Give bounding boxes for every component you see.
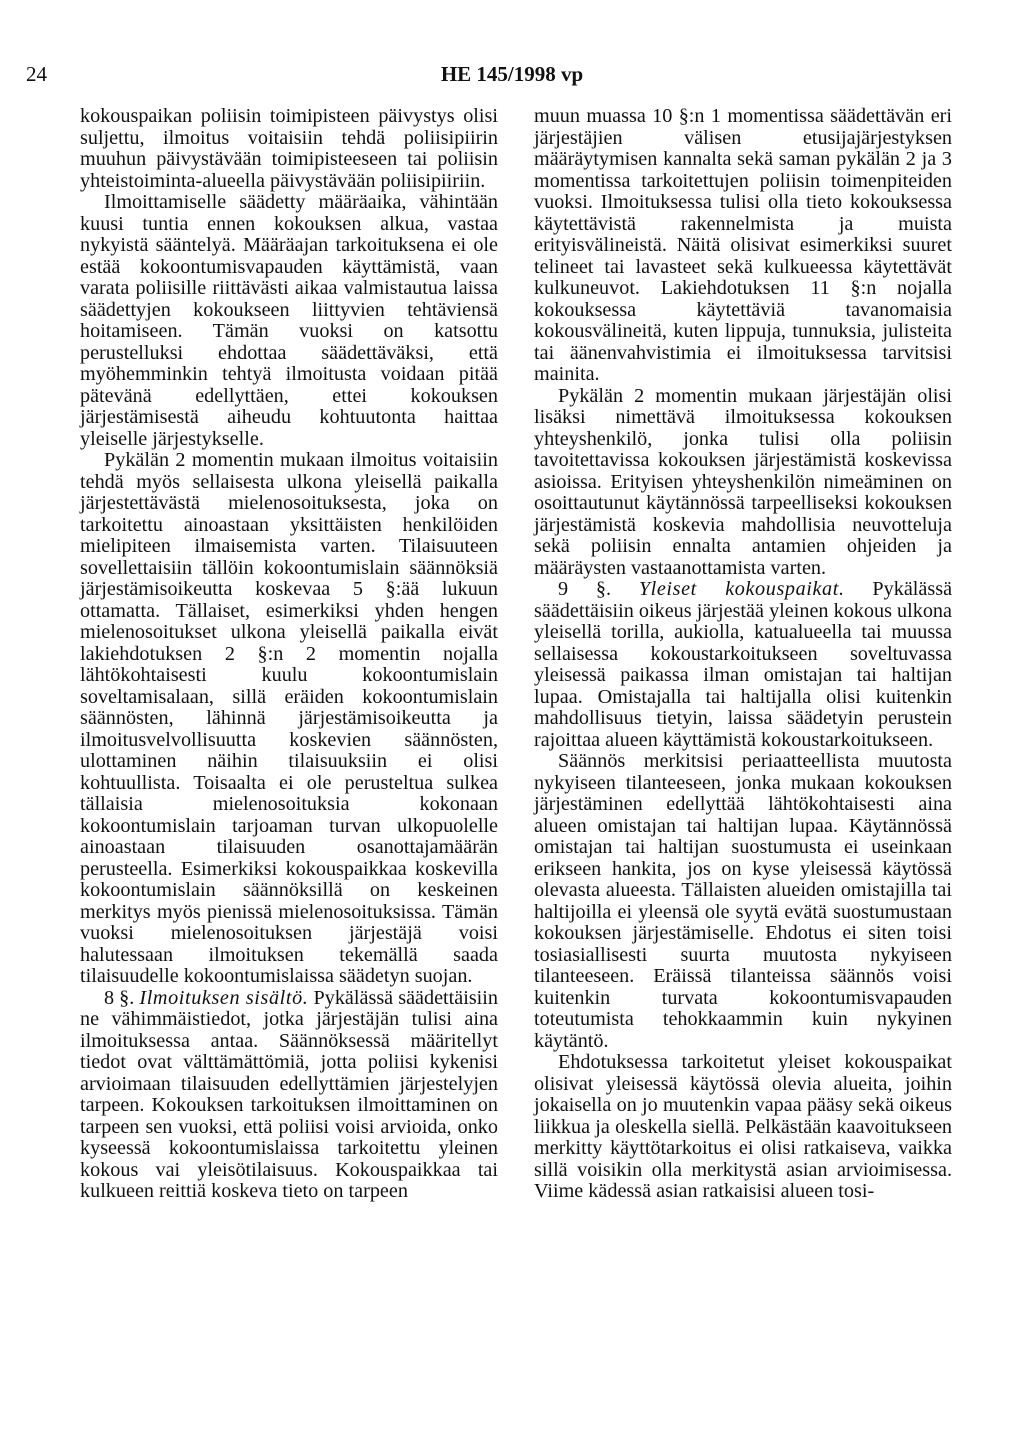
section-number: 8 §. [104, 986, 135, 1009]
page-number: 24 [26, 62, 47, 86]
paragraph-contact-person: Pykälän 2 momentin mukaan järjestäjän olisi lisäksi nimettävä ilmoituksessa kokouksen yhteyshenkilö, jonka tulisi olla poliisin tavoitettavissa kokouksen järjestämistä koskevissa asioissa. Erityisen yhteyshenkilön nimeäminen on osoittautunut käytännössä tarpeelliseksi kokouksen järjestämistä koskevia mahdollisia neuvotteluja sekä poliisin ennalta antamien ohjeiden ja määräysten vastaanottamista varten. [534, 384, 952, 579]
section-body: Pykälässä säädettäisiin ne vähimmäistiedot, jotka järjestäjän tulisi aina ilmoituksessa antaa. Säännöksessä määritellyt tiedot ovat välttämättömiä, jotta poliisi kykenisi arvioimaan tilaisuuden edellyttämien järjestelyjen tarpeen. Kokouksen tarkoituksen ilmoittaminen on tarpeen sen vuoksi, että poliisi voisi arvioida, onko kyseessä kokoontumislaissa tarkoitettu yleinen kokous vai yleisötilaisuus. Kokouspaikkaa tai kulkueen reittiä koskeva tieto on tarpeen [80, 986, 498, 1202]
paragraph-continued: muun muassa 10 §:n 1 momentissa säädettävän eri järjestäjien välisen etusijajärjestyksen määräytymisen kannalta sekä saman pykälän 2 ja 3 momentissa tarkoitettujen poliisin toimenpiteiden vuoksi. Ilmoituksessa tulisi olla tieto kokouksessa käytettävistä rakennelmista ja muista erityisvälineistä. Näitä olisivat esimerkiksi suuret telineet tai lavasteet sekä kulkueessa käytettävät kulkuneuvot. Lakiehdotuksen 11 §:n nojalla kokouksessa käytettäviä tavanomaisia kokousvälineitä, kuten lippuja, tunnuksia, julisteita tai äänenvahvistimia ei ilmoituksessa tarvitsisi mainita. [534, 105, 952, 385]
section-heading: Ilmoituksen sisältö. [139, 986, 309, 1009]
paragraph-principle-change: Säännös merkitsisi periaatteellista muutosta nykyiseen tilanteeseen, jonka mukaan kokouksen järjestäminen edellyttää lähtökohtaisesti aina alueen omistajan tai haltijan lupaa. Käytännössä omistajan tai haltijan suostumusta ei useinkaan erikseen hankita, jos on kyse yleisessä käytössä olevasta alueesta. Tällaisten alueiden omistajilla tai haltijoilla ei yleensä ole syytä evätä suostumustaan kokouksen järjestämiselle. Ehdotus ei siten toisi tosiasiallisesti suurta muutosta nykyiseen tilanteeseen. Eräissä tilanteissa säännös voisi kuitenkin turvata kokoontumisvapauden toteutumista tehokkaammin kuin nykyinen käytäntö. [534, 750, 952, 1052]
paragraph-notification-deadline: Ilmoittamiselle säädetty määräaika, vähintään kuusi tuntia ennen kokouksen alkua, vastaa nykyistä sääntelyä. Määräajan tarkoituksena ei ole estää kokoontumisvapauden käyttämistä, vaan varata poliisille riittävästi aikaa valmistautua laissa säädettyjen kokoukseen liittyvien tehtäviensä hoitamiseen. Tämän vuoksi on katsottu perustelluksi ehdottaa säädettäväksi, että myöhemminkin tehtyä ilmoitusta voidaan pitää pätevänä edellyttäen, ettei kokouksen järjestämisestä aiheudu kohtuutonta haittaa yleiselle järjestykselle. [80, 191, 498, 450]
paragraph-single-person-demonstrations: Pykälän 2 momentin mukaan ilmoitus voitaisiin tehdä myös sellaisesta ulkona yleisellä paikalla järjestettävästä mielenosoituksesta, joka on tarkoitettu ainoastaan yksittäisten henkilöiden mielipiteen ilmaisemista varten. Tilaisuuteen sovellettaisiin tällöin kokoontumislain säännöksiä järjestämisoikeutta koskevaa 5 §:ää lukuun ottamatta. Tällaiset, esimerkiksi yhden hengen mielenosoitukset ulkona yleisellä paikalla eivät lakiehdotuksen 2 §:n 2 momentin nojalla lähtökohtaisesti kuulu kokoontumislain soveltamisalaan, sillä eräiden kokoontumislain säännösten, lähinnä järjestämisoikeutta ja ilmoitusvelvollisuutta koskevien säännösten, ulottaminen näihin tilaisuuksiin ei olisi kohtuullista. Toisaalta ei ole perusteltua sulkea tällaisia mielenosoituksia kokonaan kokoontumislain tarjoaman turvan ulkopuolelle ainoastaan tilaisuuden osanottajamäärän perusteella. Esimerkiksi kokouspaikkaa koskevilla kokoontumislain säännöksillä on keskeinen merkitys myös pienissä mielenosoituksissa. Tämän vuoksi mielenosoituksen järjestäjä voisi halutessaan ilmoituksen tekemällä saada tilaisuudelle kokoontumislaissa säädetyn suojan. [80, 449, 498, 987]
right-column [534, 106, 952, 1203]
section-heading: Yleiset kokouspaikat. [638, 578, 845, 600]
paragraph-section-8 [80, 988, 498, 1203]
document-header-title: HE 145/1998 vp [440, 62, 584, 86]
paragraph-public-places: Ehdotuksessa tarkoitetut yleiset kokouspaikat olisivat yleisessä käytössä olevia alueita, joihin jokaisella on jo muutenkin vapaa pääsy sekä oikeus liikkua ja oleskella siellä. Pelkästään kaavoitukseen merkitty käyttötarkoitus ei olisi ratkaiseva, vaikka sillä voisikin olla merkitystä asian arvioimisessa. Viime kädessä asian ratkaisisi alueen tosi- [534, 1051, 952, 1202]
section-number: 9 §. [558, 578, 612, 600]
section-body: Pykälässä säädettäisiin oikeus järjestää yleinen kokous ulkona yleisellä torilla, aukiolla, katualueella tai muussa sellaisessa kokoustarkoitukseen soveltuvassa yleisessä paikassa ilman omistajan tai haltijan lupaa. Omistajalla tai haltijalla olisi kuitenkin mahdollisuus tietyin, laissa säädetyin perustein rajoittaa alueen käyttämistä kokoustarkoitukseen. [534, 578, 953, 751]
paragraph-continued: kokouspaikan poliisin toimipisteen päivystys olisi suljettu, ilmoitus voitaisiin tehdä poliisipiirin muuhun päivystävään toimipisteeseen tai poliisin yhteistoiminta-alueella päivystävään poliisipiiriin. [80, 105, 498, 192]
left-column [80, 106, 498, 1203]
paragraph-section-9 [534, 579, 952, 751]
